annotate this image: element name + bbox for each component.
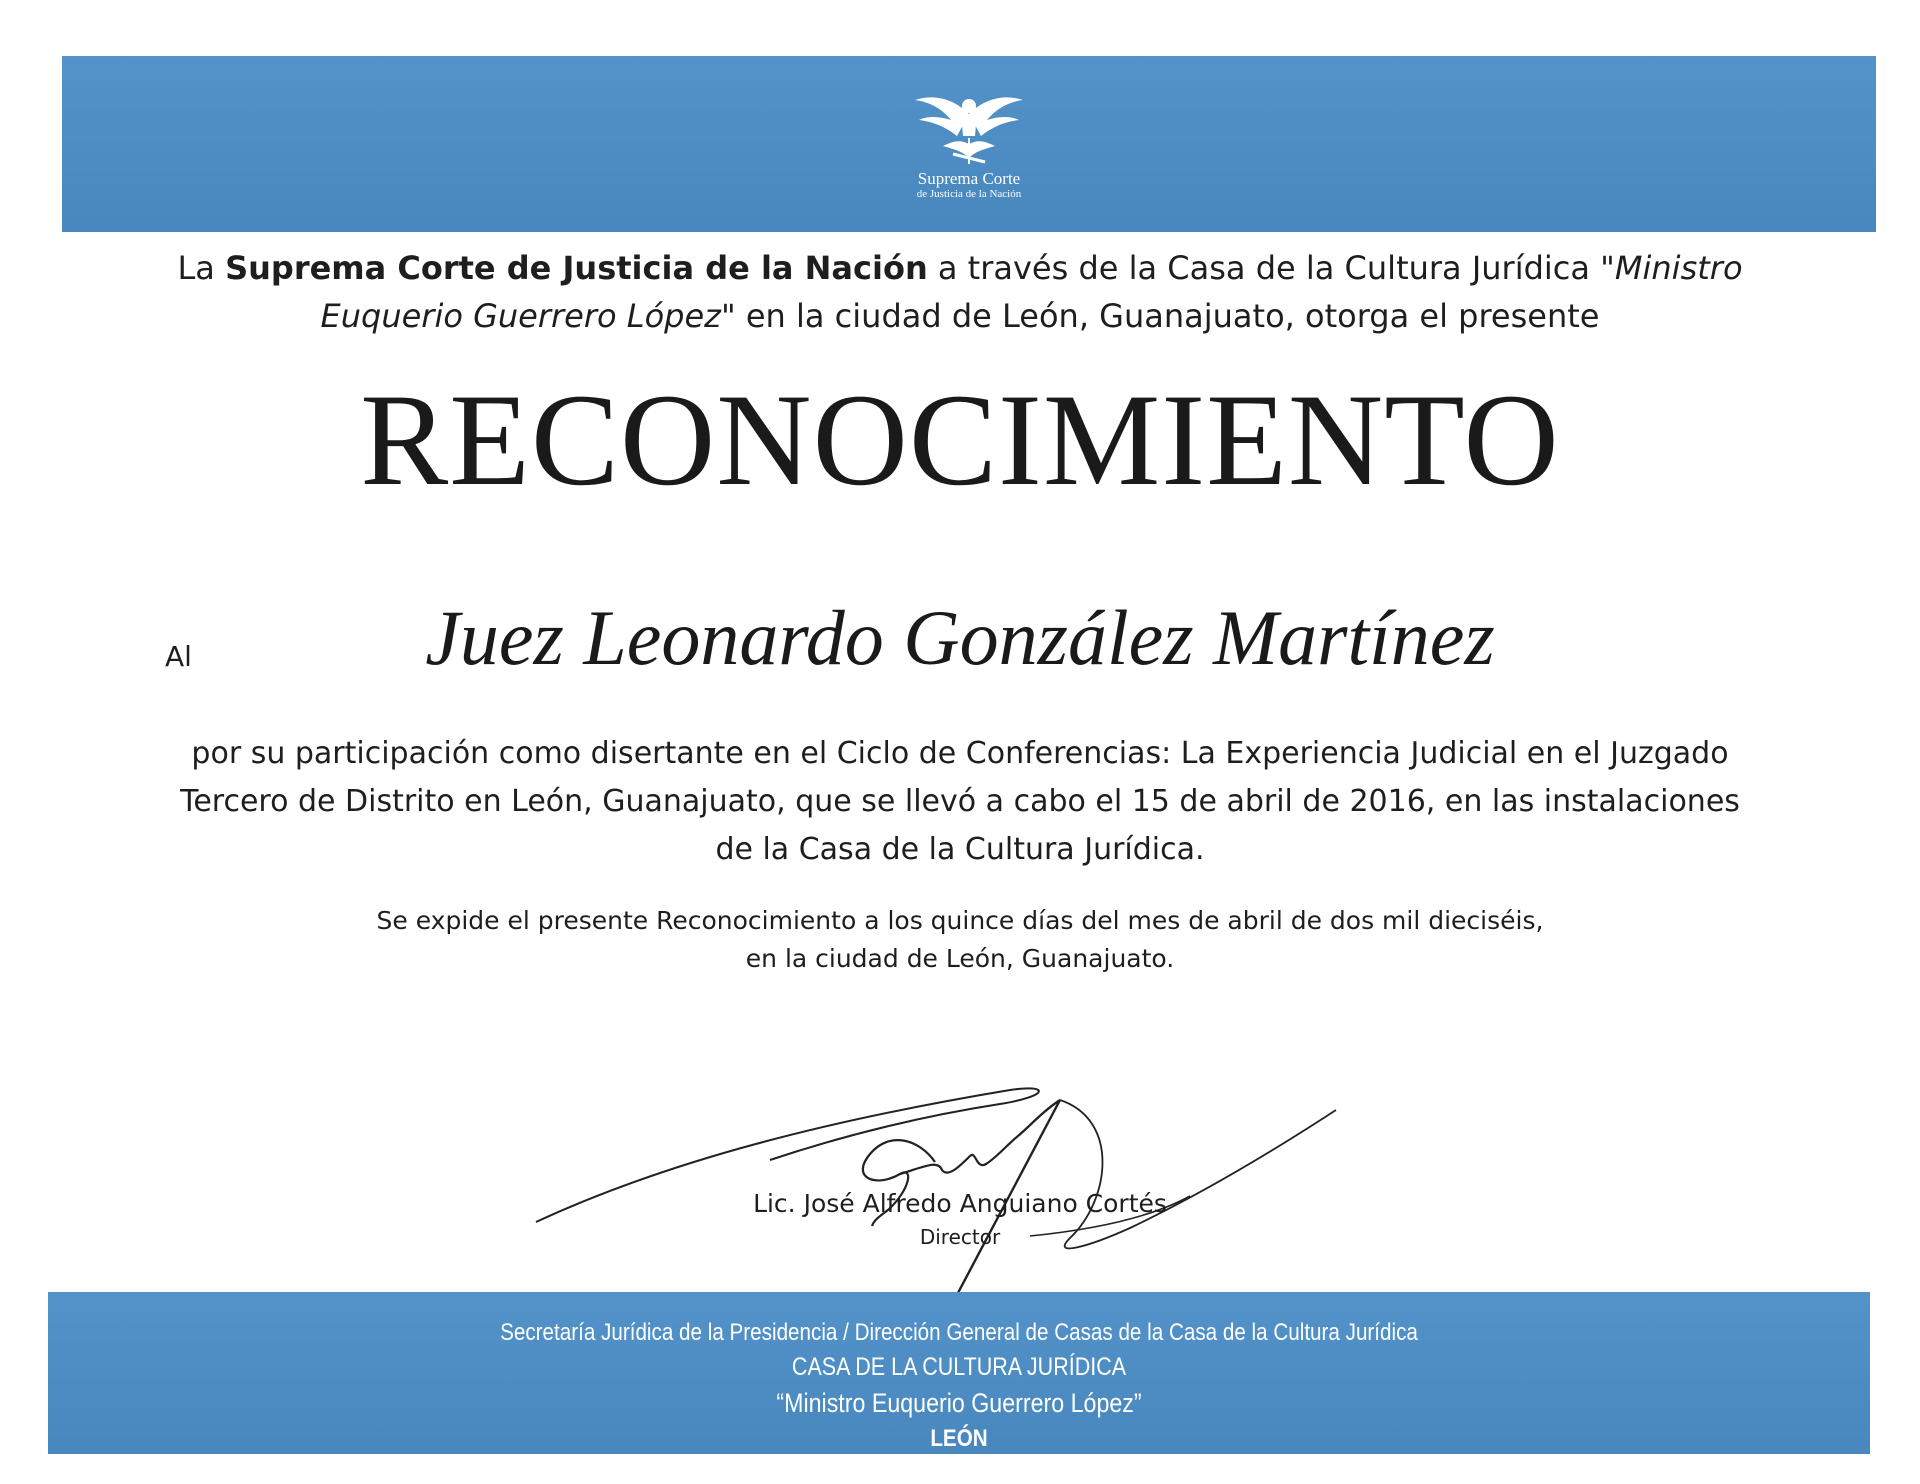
footer-line-2: CASA DE LA CULTURA JURÍDICA: [791, 1353, 1127, 1381]
footer-line-4: LEÓN: [930, 1425, 988, 1452]
footer-band: [48, 1292, 1870, 1454]
intro-post: en la ciudad de León, Guanajuato, otorga el presente: [735, 297, 1600, 335]
casa-name: "Ministro Euquerio Guerrero López": [320, 249, 1743, 335]
logo-title: Suprema Corte: [917, 169, 1021, 188]
intro-mid: a través de la Casa de la Cultura Jurídica: [927, 249, 1601, 287]
issue-line-1: Se expide el presente Reconocimiento a los quince días del mes de abril de dos mil dieciséis,: [376, 906, 1544, 935]
intro-pre: La: [177, 249, 226, 287]
logo-subtitle: de Justicia de la Nación: [916, 188, 1022, 200]
header-band: [62, 56, 1876, 232]
institution-name: Suprema Corte de Justicia de la Nación: [225, 249, 928, 287]
issue-statement: [300, 902, 1620, 978]
signer-name: Lic. José Alfredo Anguiano Cortés: [753, 1189, 1167, 1218]
scjn-logo: [859, 80, 1079, 200]
intro-paragraph: [140, 244, 1780, 340]
body-paragraph: por su participación como disertante en el Ciclo de Conferencias: La Experiencia Judicial en el Juzgado Tercero de Distrito en León, Guanajuato, que se llevó a cabo el 15 de abril de 2016, en las instalaciones de la Casa de la Cultura Jurídica.: [180, 736, 1740, 867]
recipient-name: Juez Leonardo González Martínez: [425, 594, 1495, 681]
footer-line-3: “Ministro Euquerio Guerrero López”: [776, 1388, 1142, 1418]
eagle-emblem-icon: [909, 80, 1029, 168]
certificate-title: RECONOCIMIENTO: [360, 366, 1560, 513]
recipient-prefix: Al: [165, 640, 192, 673]
issue-line-2: en la ciudad de León, Guanajuato.: [745, 944, 1175, 973]
footer-text: [176, 1316, 1743, 1456]
footer-line-1: Secretaría Jurídica de la Presidencia / Dirección General de Casas de la Casa de la Cultura Jurídica: [500, 1319, 1418, 1346]
signer-role: Director: [919, 1225, 1001, 1249]
